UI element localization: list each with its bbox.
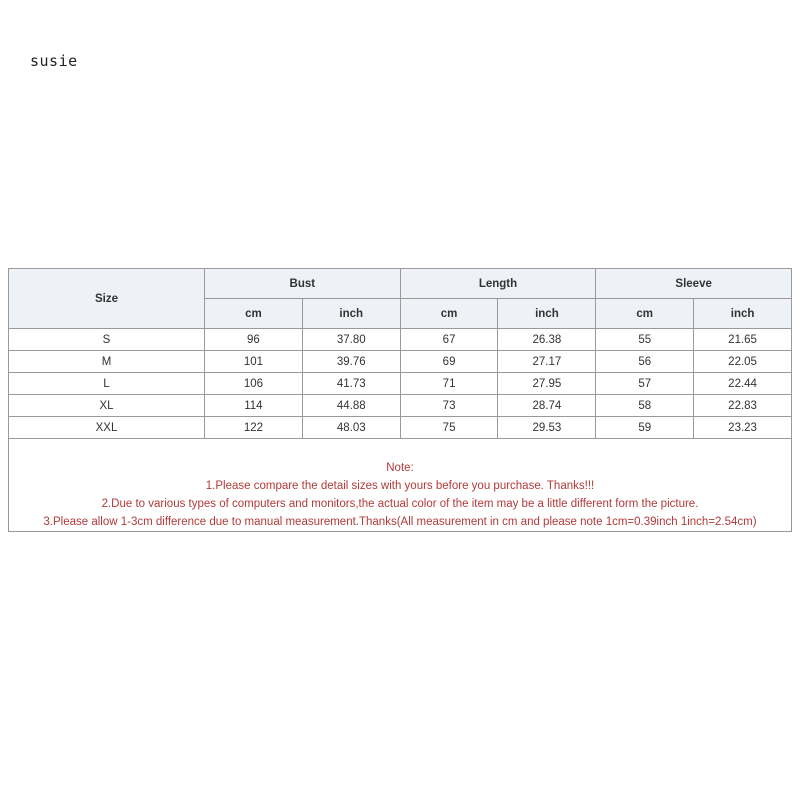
table-cell: 48.03 [302, 417, 400, 439]
table-cell: 27.17 [498, 351, 596, 373]
size-cell: L [9, 373, 205, 395]
unit-header: cm [205, 299, 303, 329]
table-cell: 37.80 [302, 329, 400, 351]
table-cell: 22.05 [694, 351, 792, 373]
unit-header: cm [400, 299, 498, 329]
table-cell: 69 [400, 351, 498, 373]
size-cell: XL [9, 395, 205, 417]
group-header-length: Length [400, 269, 596, 299]
size-cell: S [9, 329, 205, 351]
table-row [9, 395, 792, 417]
unit-header: inch [694, 299, 792, 329]
unit-header: inch [498, 299, 596, 329]
table-cell: 58 [596, 395, 694, 417]
table-cell: 73 [400, 395, 498, 417]
table-cell: 44.88 [302, 395, 400, 417]
table-row [9, 417, 792, 439]
notes-row [9, 439, 792, 532]
table-cell: 57 [596, 373, 694, 395]
size-cell: M [9, 351, 205, 373]
table-cell: 122 [205, 417, 303, 439]
group-header-sleeve: Sleeve [596, 269, 792, 299]
table-cell: 71 [400, 373, 498, 395]
notes-title: Note: [386, 462, 414, 474]
table-cell: 21.65 [694, 329, 792, 351]
size-cell: XXL [9, 417, 205, 439]
table-cell: 75 [400, 417, 498, 439]
table-cell: 55 [596, 329, 694, 351]
unit-header: cm [596, 299, 694, 329]
watermark-text: susie [30, 52, 78, 70]
table-cell: 106 [205, 373, 303, 395]
table-cell: 96 [205, 329, 303, 351]
unit-header: inch [302, 299, 400, 329]
group-header-bust: Bust [205, 269, 401, 299]
table-cell: 23.23 [694, 417, 792, 439]
table-row [9, 351, 792, 373]
notes-block [9, 439, 792, 532]
table-cell: 39.76 [302, 351, 400, 373]
table-cell: 22.83 [694, 395, 792, 417]
table-cell: 101 [205, 351, 303, 373]
table-cell: 28.74 [498, 395, 596, 417]
size-header: Size [9, 269, 205, 329]
table-cell: 22.44 [694, 373, 792, 395]
table-cell: 67 [400, 329, 498, 351]
note-line: 1.Please compare the detail sizes with yours before you purchase. Thanks!!! [205, 480, 595, 492]
table-row [9, 329, 792, 351]
size-chart-table [8, 268, 792, 532]
table-cell: 29.53 [498, 417, 596, 439]
table-cell: 41.73 [302, 373, 400, 395]
table-cell: 56 [596, 351, 694, 373]
table-row [9, 373, 792, 395]
table-cell: 26.38 [498, 329, 596, 351]
table-cell: 114 [205, 395, 303, 417]
table-cell: 59 [596, 417, 694, 439]
note-line: 2.Due to various types of computers and monitors,the actual color of the item may be a little different form the picture. [101, 498, 699, 510]
table-cell: 27.95 [498, 373, 596, 395]
header-row-groups [9, 269, 792, 299]
note-line: 3.Please allow 1-3cm difference due to manual measurement.Thanks(All measurement in cm and please note 1cm=0.39inch 1inch=2.54cm) [43, 516, 757, 528]
